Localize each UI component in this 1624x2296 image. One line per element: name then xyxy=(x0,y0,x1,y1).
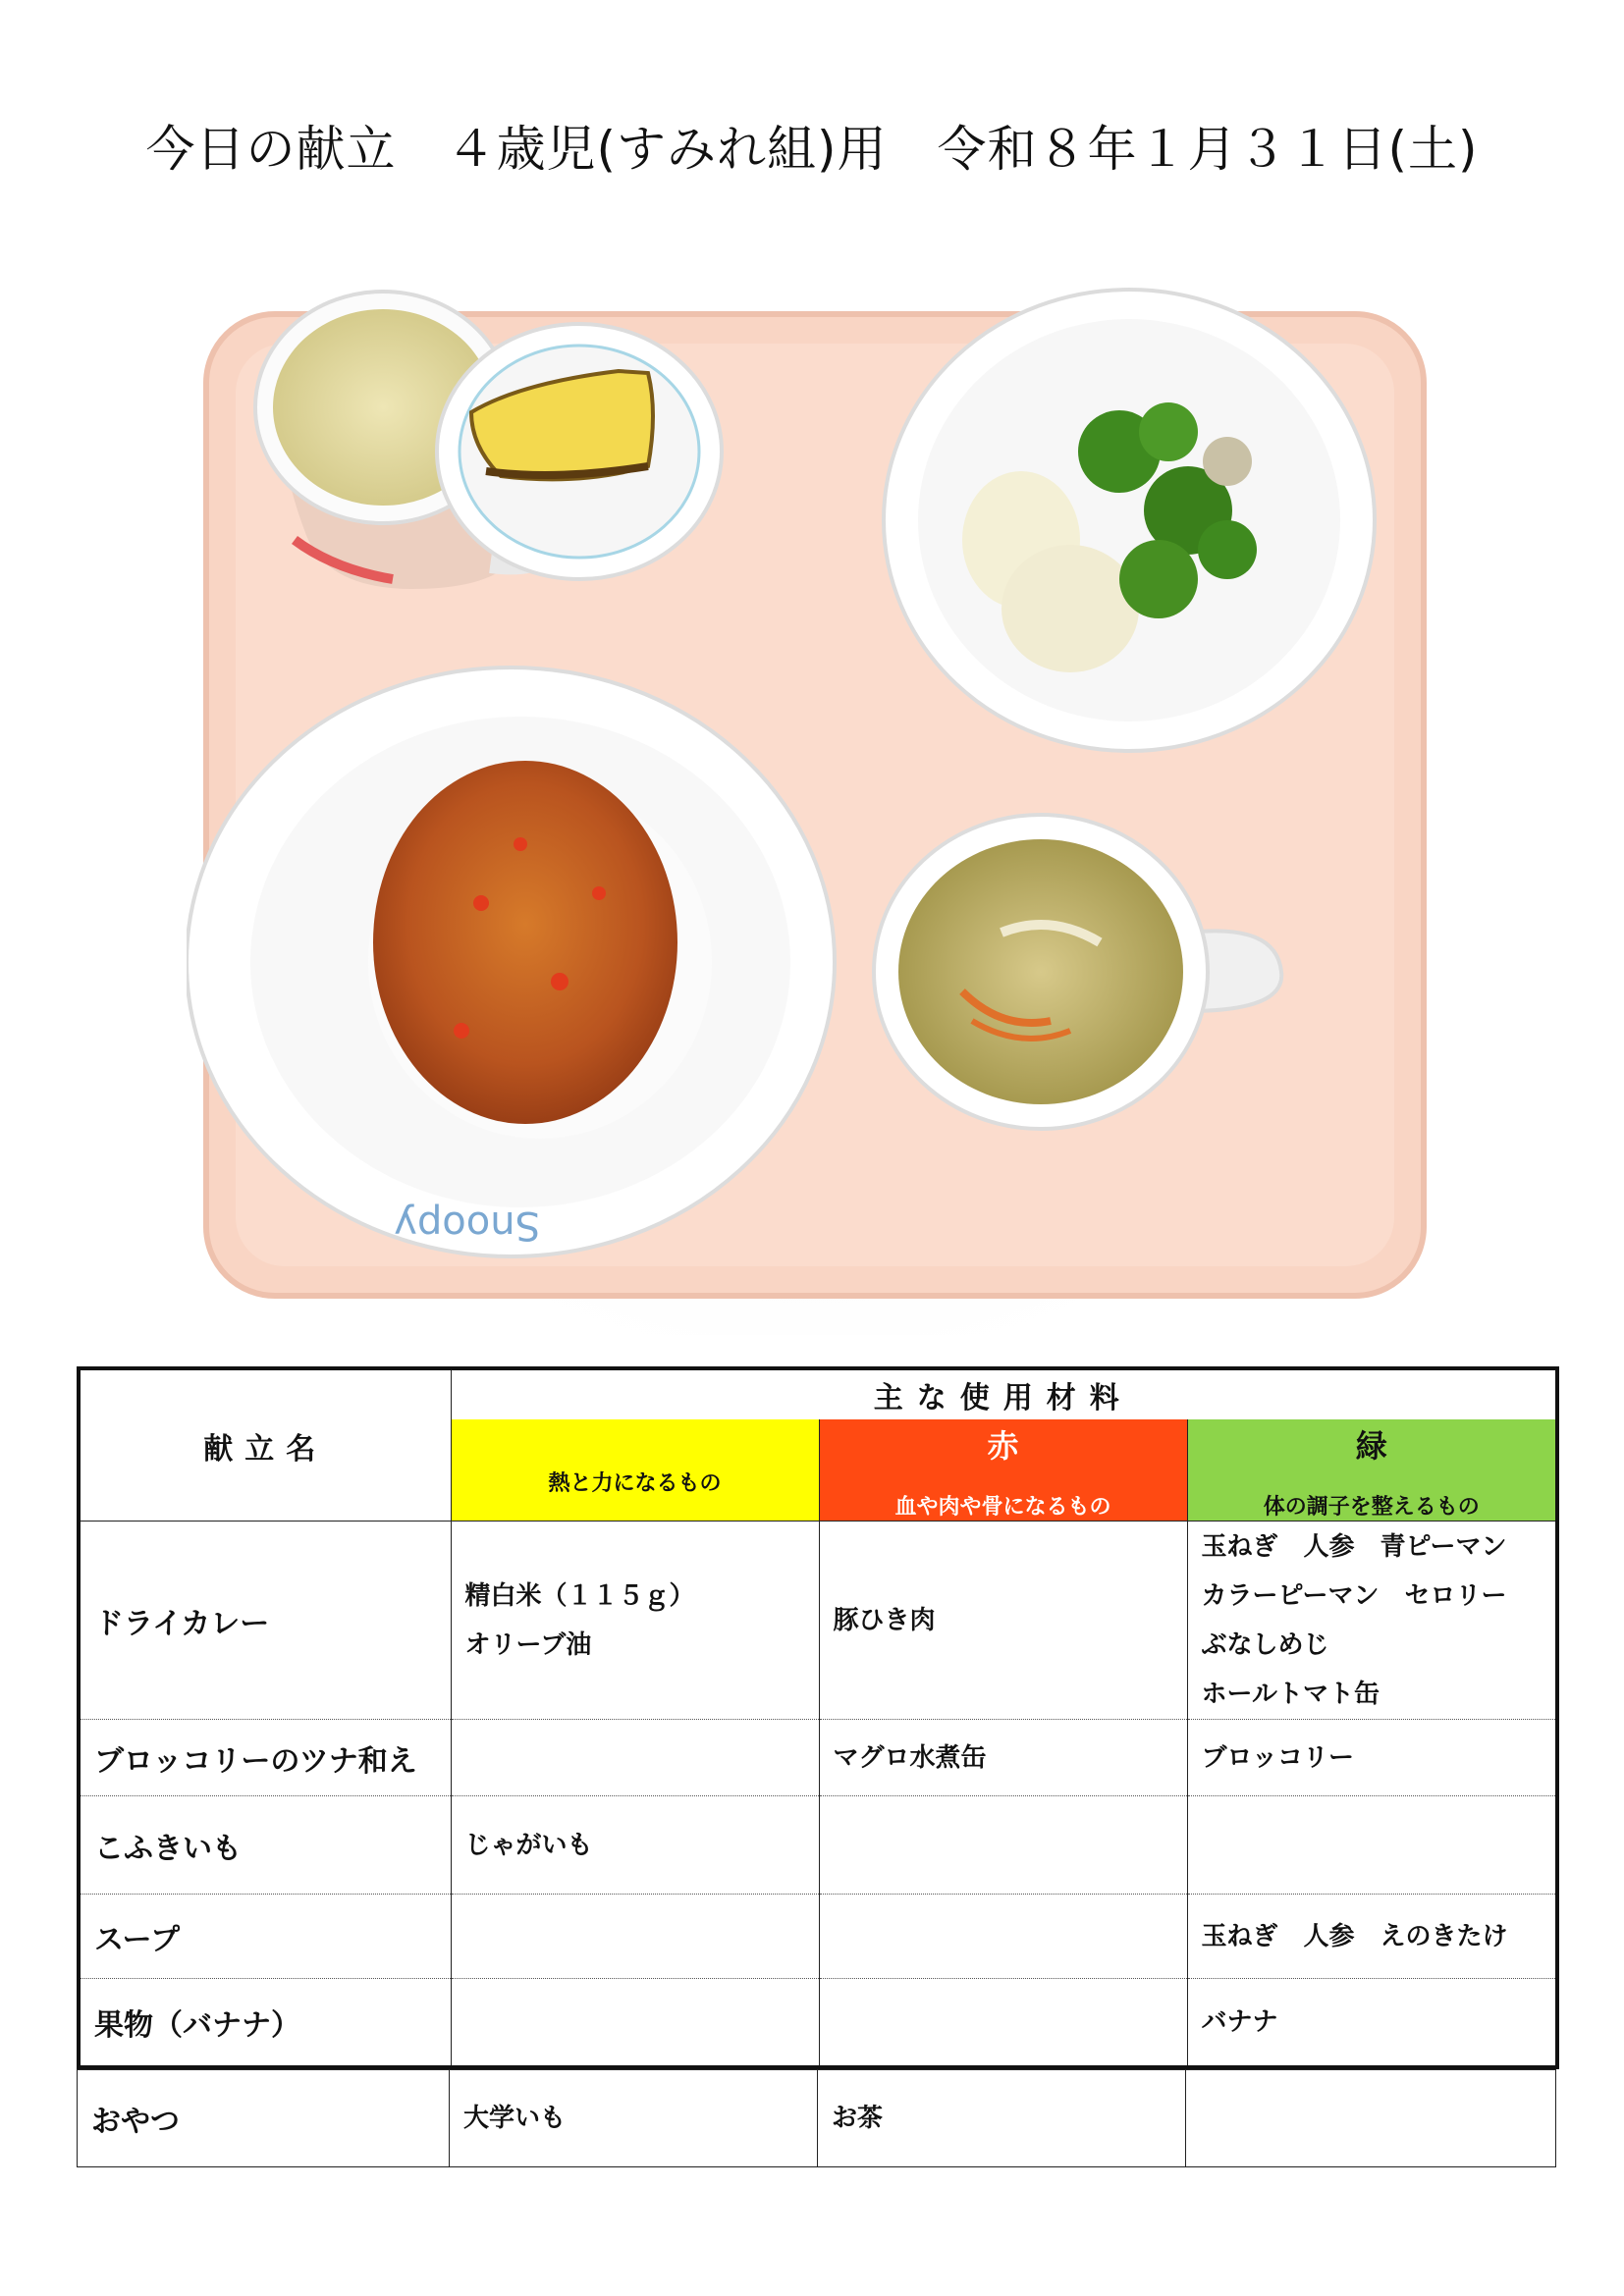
ingredient: バナナ xyxy=(1201,2006,1278,2037)
ingredient: ぶなしめじ xyxy=(1201,1629,1329,1660)
ingredient: じゃがいも xyxy=(464,1830,593,1860)
meal-photo xyxy=(187,216,1443,1335)
group-yellow-desc: 熱と力になるもの xyxy=(548,1471,722,1496)
snack-yellow: 大学いも xyxy=(450,2070,818,2167)
dish-name: 果物（バナナ） xyxy=(79,1979,451,2067)
table-row xyxy=(79,1895,1557,1979)
group-red xyxy=(819,1419,1187,1522)
group-red-desc: 血や肉や骨になるもの xyxy=(894,1495,1111,1520)
ingredients-green xyxy=(1187,1720,1557,1796)
group-yellow xyxy=(451,1419,819,1522)
ingredients-red xyxy=(819,1522,1187,1720)
group-green-desc: 体の調子を整えるもの xyxy=(1263,1495,1480,1520)
ingredient: 玉ねぎ 人参 青ピーマン xyxy=(1201,1531,1507,1562)
ingredients-green xyxy=(1187,1979,1557,2067)
snack-green xyxy=(1186,2070,1556,2167)
ingredients-green xyxy=(1187,1895,1557,1979)
ingredients-red xyxy=(819,1895,1187,1979)
table-row xyxy=(79,1522,1557,1720)
menu-table xyxy=(77,1366,1559,2069)
ingredients-red xyxy=(819,1720,1187,1796)
ingredient: オリーブ油 xyxy=(464,1629,592,1660)
page-title: 今日の献立 ４歳児(すみれ組)用 令和８年１月３１日(土) xyxy=(145,121,1479,178)
table-row xyxy=(79,1796,1557,1895)
ingredient: マグロ水煮缶 xyxy=(833,1742,987,1773)
ingredient: ブロッコリー xyxy=(1201,1742,1354,1773)
ingredients-yellow xyxy=(451,1522,819,1720)
group-green xyxy=(1187,1419,1557,1522)
ingredients-green xyxy=(1187,1522,1557,1720)
snack-table xyxy=(77,2069,1556,2167)
dish-name: ブロッコリーのツナ和え xyxy=(79,1720,451,1796)
ingredients-yellow xyxy=(451,1895,819,1979)
banana-bowl xyxy=(437,324,722,579)
table-row xyxy=(78,2070,1556,2167)
ingredients-red xyxy=(819,1796,1187,1895)
ingredients-yellow xyxy=(451,1979,819,2067)
dish-name: ドライカレー xyxy=(79,1522,451,1720)
dish-name-header: 献立名 xyxy=(79,1368,451,1522)
dish-name: スープ xyxy=(79,1895,451,1979)
curry-plate xyxy=(187,667,835,1256)
ingredients-green xyxy=(1187,1796,1557,1895)
snack-dish-name: おやつ xyxy=(78,2070,450,2167)
group-red-name: 赤 xyxy=(987,1427,1019,1465)
ingredient: 玉ねぎ 人参 えのきたけ xyxy=(1201,1921,1508,1951)
ingredients-yellow xyxy=(451,1796,819,1895)
snack-red: お茶 xyxy=(818,2070,1186,2167)
ingredient: ホールトマト缶 xyxy=(1201,1679,1380,1709)
ingredient: カラーピーマン セロリー xyxy=(1201,1580,1507,1611)
ingredients-red xyxy=(819,1979,1187,2067)
table-row xyxy=(79,1720,1557,1796)
ingredient: 精白米（１１５ｇ） xyxy=(464,1580,695,1611)
group-green-name: 緑 xyxy=(1355,1427,1387,1465)
main-ingredients-header: 主な使用材料 xyxy=(451,1368,1557,1419)
svg-text:Snoopy: Snoopy xyxy=(394,1202,540,1248)
dish-name: こふきいも xyxy=(79,1796,451,1895)
side-bowl xyxy=(884,290,1375,751)
ingredients-yellow xyxy=(451,1720,819,1796)
table-row xyxy=(79,1979,1557,2067)
ingredient: 豚ひき肉 xyxy=(833,1605,936,1635)
